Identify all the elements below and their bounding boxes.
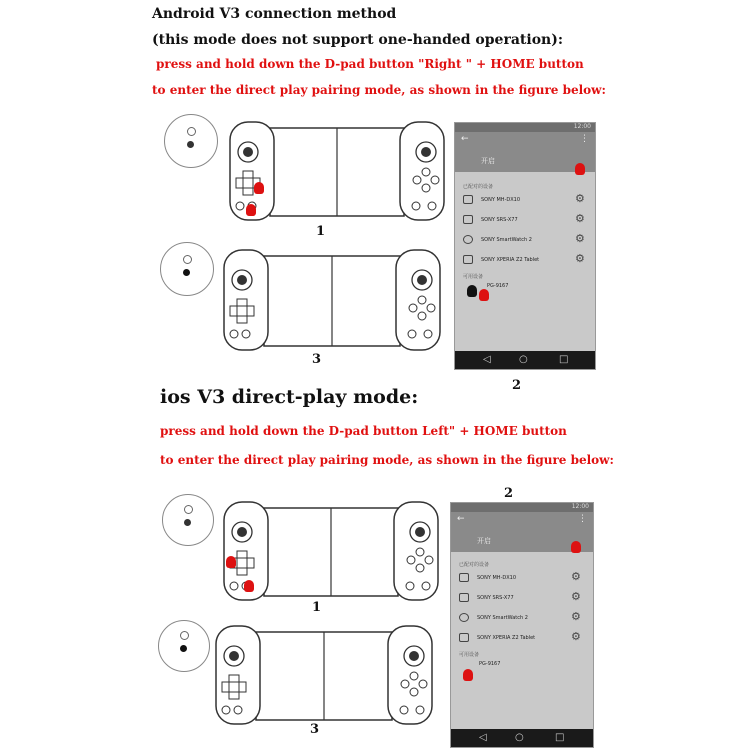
- led-on-icon: [187, 141, 194, 148]
- gear-icon: ⚙: [575, 192, 585, 205]
- more-menu-icon: ⋮: [578, 514, 587, 524]
- paired-section-label: 已配对的设备: [459, 562, 490, 568]
- led-indicator-circle: [162, 494, 214, 546]
- watch-icon: [459, 613, 469, 622]
- press-hand-icon: [226, 556, 236, 568]
- available-section-label: 可用设备: [463, 274, 484, 280]
- step-label: 2: [504, 486, 514, 501]
- gear-icon: ⚙: [571, 570, 581, 583]
- recents-nav-icon: □: [555, 732, 565, 743]
- phone-bluetooth-screen: [454, 122, 596, 370]
- list-item: SONY XPERIA Z2 Tablet ⚙: [463, 255, 587, 269]
- android-instruction-line2: to enter the direct play pairing mode, as shown in the figure below:: [152, 83, 606, 97]
- home-nav-icon: ○: [515, 732, 524, 743]
- android-instruction-line1: press and hold down the D-pad button "Right " + HOME button: [156, 57, 584, 71]
- gamepad-controller-illustration: [222, 498, 440, 604]
- speaker-icon: [463, 215, 473, 224]
- status-bar: 12:00: [451, 503, 593, 512]
- led-indicator-circle: [160, 242, 214, 296]
- led-off-icon: [180, 631, 189, 640]
- android-note: (this mode does not support one-handed operation):: [152, 32, 564, 48]
- phone-bluetooth-screen: [450, 502, 594, 748]
- step-label: 2: [512, 378, 522, 393]
- led-off-icon: [183, 255, 192, 264]
- press-hand-icon: [575, 163, 585, 175]
- bluetooth-toggle-label: 开启: [477, 537, 491, 545]
- navigation-bar: [451, 729, 593, 747]
- tablet-icon: [459, 633, 469, 642]
- led-on-icon: [183, 269, 190, 276]
- step-label: 3: [310, 722, 320, 737]
- bluetooth-toolbar: [455, 132, 595, 172]
- led-on-icon: [180, 645, 187, 652]
- led-indicator-circle: [158, 620, 210, 672]
- gamepad-device-icon: [467, 285, 477, 297]
- gear-icon: ⚙: [575, 212, 585, 225]
- gear-icon: ⚙: [571, 610, 581, 623]
- gear-icon: ⚙: [571, 630, 581, 643]
- led-off-icon: [187, 127, 196, 136]
- paired-section-label: 已配对的设备: [463, 184, 494, 190]
- tablet-icon: [463, 255, 473, 264]
- headphones-icon: [459, 573, 469, 582]
- list-item: SONY SmartWatch 2 ⚙: [459, 613, 583, 627]
- available-device-item: PG-9167: [479, 661, 501, 667]
- ios-instruction-line1: press and hold down the D-pad button Left" + HOME button: [160, 424, 567, 438]
- press-hand-icon: [246, 204, 256, 216]
- led-on-icon: [184, 519, 191, 526]
- back-nav-icon: ◁: [483, 354, 491, 365]
- available-section-label: 可用设备: [459, 652, 480, 658]
- press-hand-icon: [254, 182, 264, 194]
- status-bar: 12:00: [455, 123, 595, 132]
- list-item: SONY SRS-X77 ⚙: [463, 215, 587, 229]
- step-label: 1: [312, 600, 322, 615]
- gamepad-controller-illustration: [222, 246, 442, 354]
- list-item: SONY SmartWatch 2 ⚙: [463, 235, 587, 249]
- press-hand-icon: [244, 580, 254, 592]
- led-indicator-circle: [164, 114, 218, 168]
- recents-nav-icon: □: [559, 354, 569, 365]
- bluetooth-toggle-label: 开启: [481, 157, 495, 165]
- gamepad-controller-illustration: [228, 118, 446, 224]
- gear-icon: ⚙: [575, 232, 585, 245]
- step-label: 3: [312, 352, 322, 367]
- list-item: SONY MH-DX10 ⚙: [463, 195, 587, 209]
- led-off-icon: [184, 505, 193, 514]
- speaker-icon: [459, 593, 469, 602]
- back-nav-icon: ◁: [479, 732, 487, 743]
- watch-icon: [463, 235, 473, 244]
- home-nav-icon: ○: [519, 354, 528, 365]
- list-item: SONY XPERIA Z2 Tablet ⚙: [459, 633, 583, 647]
- list-item: SONY SRS-X77 ⚙: [459, 593, 583, 607]
- gear-icon: ⚙: [571, 590, 581, 603]
- ios-title: ios V3 direct-play mode:: [160, 386, 419, 408]
- available-device-item: PG-9167: [487, 283, 509, 289]
- gamepad-controller-illustration: [214, 622, 434, 728]
- back-arrow-icon: ←: [461, 134, 469, 144]
- press-hand-icon: [463, 669, 473, 681]
- back-arrow-icon: ←: [457, 514, 465, 524]
- list-item: SONY MH-DX10 ⚙: [459, 573, 583, 587]
- gear-icon: ⚙: [575, 252, 585, 265]
- press-hand-icon: [571, 541, 581, 553]
- step-label: 1: [316, 224, 326, 239]
- more-menu-icon: ⋮: [580, 134, 589, 144]
- headphones-icon: [463, 195, 473, 204]
- android-title: Android V3 connection method: [152, 6, 397, 22]
- navigation-bar: [455, 351, 595, 369]
- ios-instruction-line2: to enter the direct play pairing mode, as shown in the figure below:: [160, 453, 614, 467]
